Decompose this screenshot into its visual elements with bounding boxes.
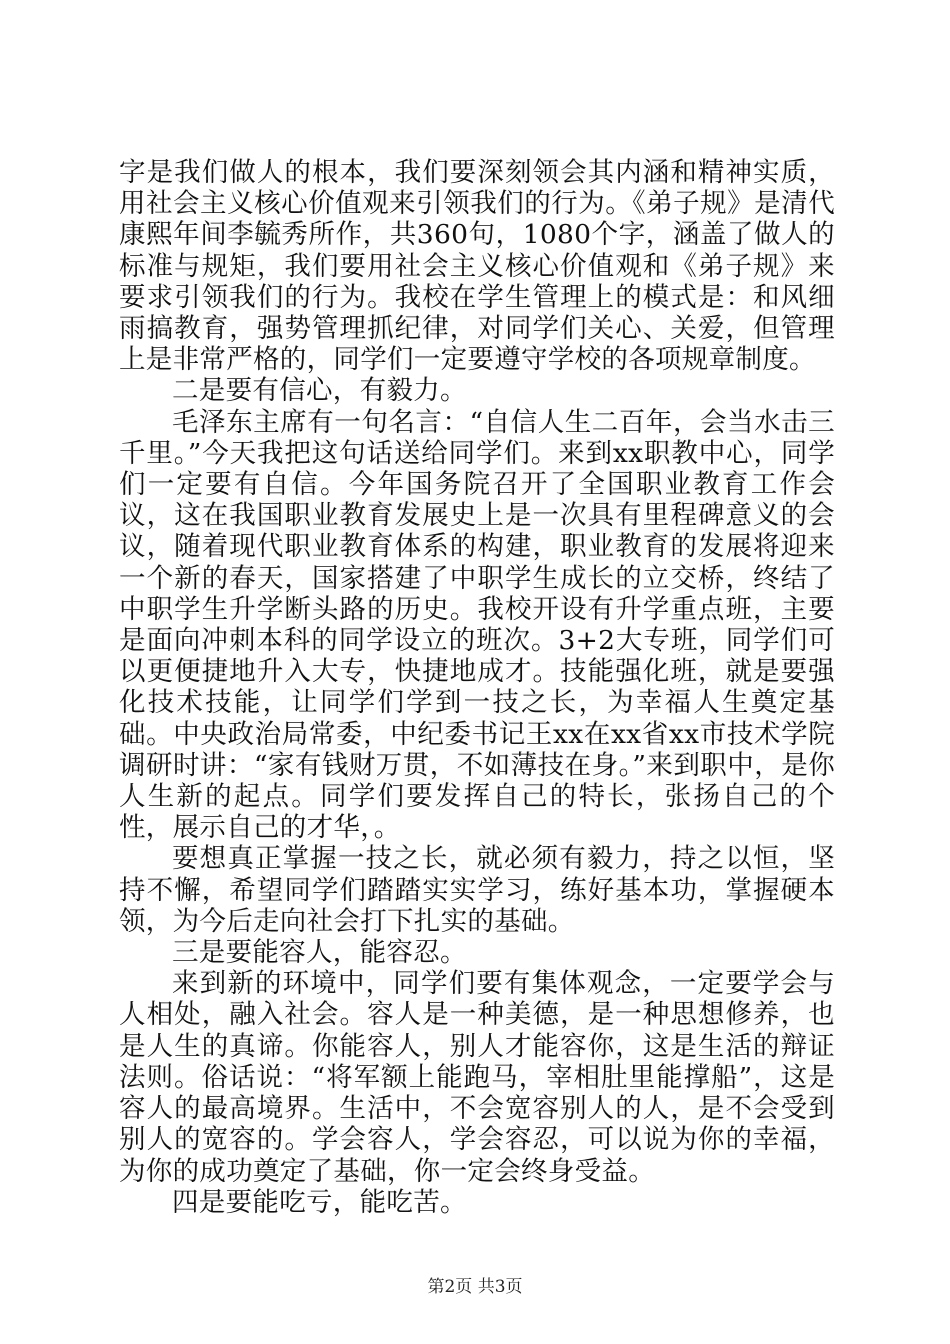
page-number-footer: 第2页 共3页 bbox=[427, 1277, 523, 1297]
paragraph-7-heading: 四是要能吃亏，能吃苦。 bbox=[172, 1186, 467, 1218]
paragraph-6: 来到新的环境中，同学们要有集体观念，一定要学会与人相处，融入社会。容人是一种美德，是一种思想修养，也是人生的真谛。你能容人，别人才能容你，这是生活的辩证法则。俗话说：“将军额上能跑马，宰相肚里能撑船”，这是容人的最高境界。生活中，不会宽容别人的人，是不会受到别人的宽容的。学会容人，学会容忍，可以说为你的幸福，为你的成功奠定了基础，你一定会终身受益。 bbox=[119, 968, 835, 1187]
paragraph-5-heading: 三是要能容人，能容忍。 bbox=[172, 937, 467, 969]
paragraph-4: 要想真正掌握一技之长，就必须有毅力，持之以恒，坚持不懈，希望同学们踏踏实实学习，练好基本功，掌握硬本领，为今后走向社会打下扎实的基础。 bbox=[119, 843, 835, 937]
document-body bbox=[119, 157, 835, 1218]
paragraph-3: 毛泽东主席有一句名言：“自信人生二百年，会当水击三千里。”今天我把这句话送给同学们。来到xx职教中心，同学们一定要有自信。今年国务院召开了全国职业教育工作会议，这在我国职业教育发展史上是一次具有里程碑意义的会议，随着现代职业教育体系的构建，职业教育的发展将迎来一个新的春天，国家搭建了中职学生成长的立交桥，终结了中职学生升学断头路的历史。我校开设有升学重点班，主要是面向冲刺本科的同学设立的班次。3+2大专班，同学们可以更便捷地升入大专，快捷地成才。技能强化班，就是要强化技术技能，让同学们学到一技之长，为幸福人生奠定基础。中央政治局常委，中纪委书记王xx在xx省xx市技术学院调研时讲：“家有钱财万贯，不如薄技在身。”来到职中，是你人生新的起点。同学们要发挥自己的特长，张扬自己的个性，展示自己的才华，。 bbox=[119, 406, 835, 844]
paragraph-2-heading: 二是要有信心，有毅力。 bbox=[172, 375, 467, 407]
paragraph-1: 字是我们做人的根本，我们要深刻领会其内涵和精神实质，用社会主义核心价值观来引领我们的行为。《弟子规》是清代康熙年间李毓秀所作，共360句，1080个字，涵盖了做人的标准与规矩，我们要用社会主义核心价值观和《弟子规》来要求引领我们的行为。我校在学生管理上的模式是：和风细雨搞教育，强势管理抓纪律，对同学们关心、关爱，但管理上是非常严格的，同学们一定要遵守学校的各项规章制度。 bbox=[119, 157, 835, 376]
